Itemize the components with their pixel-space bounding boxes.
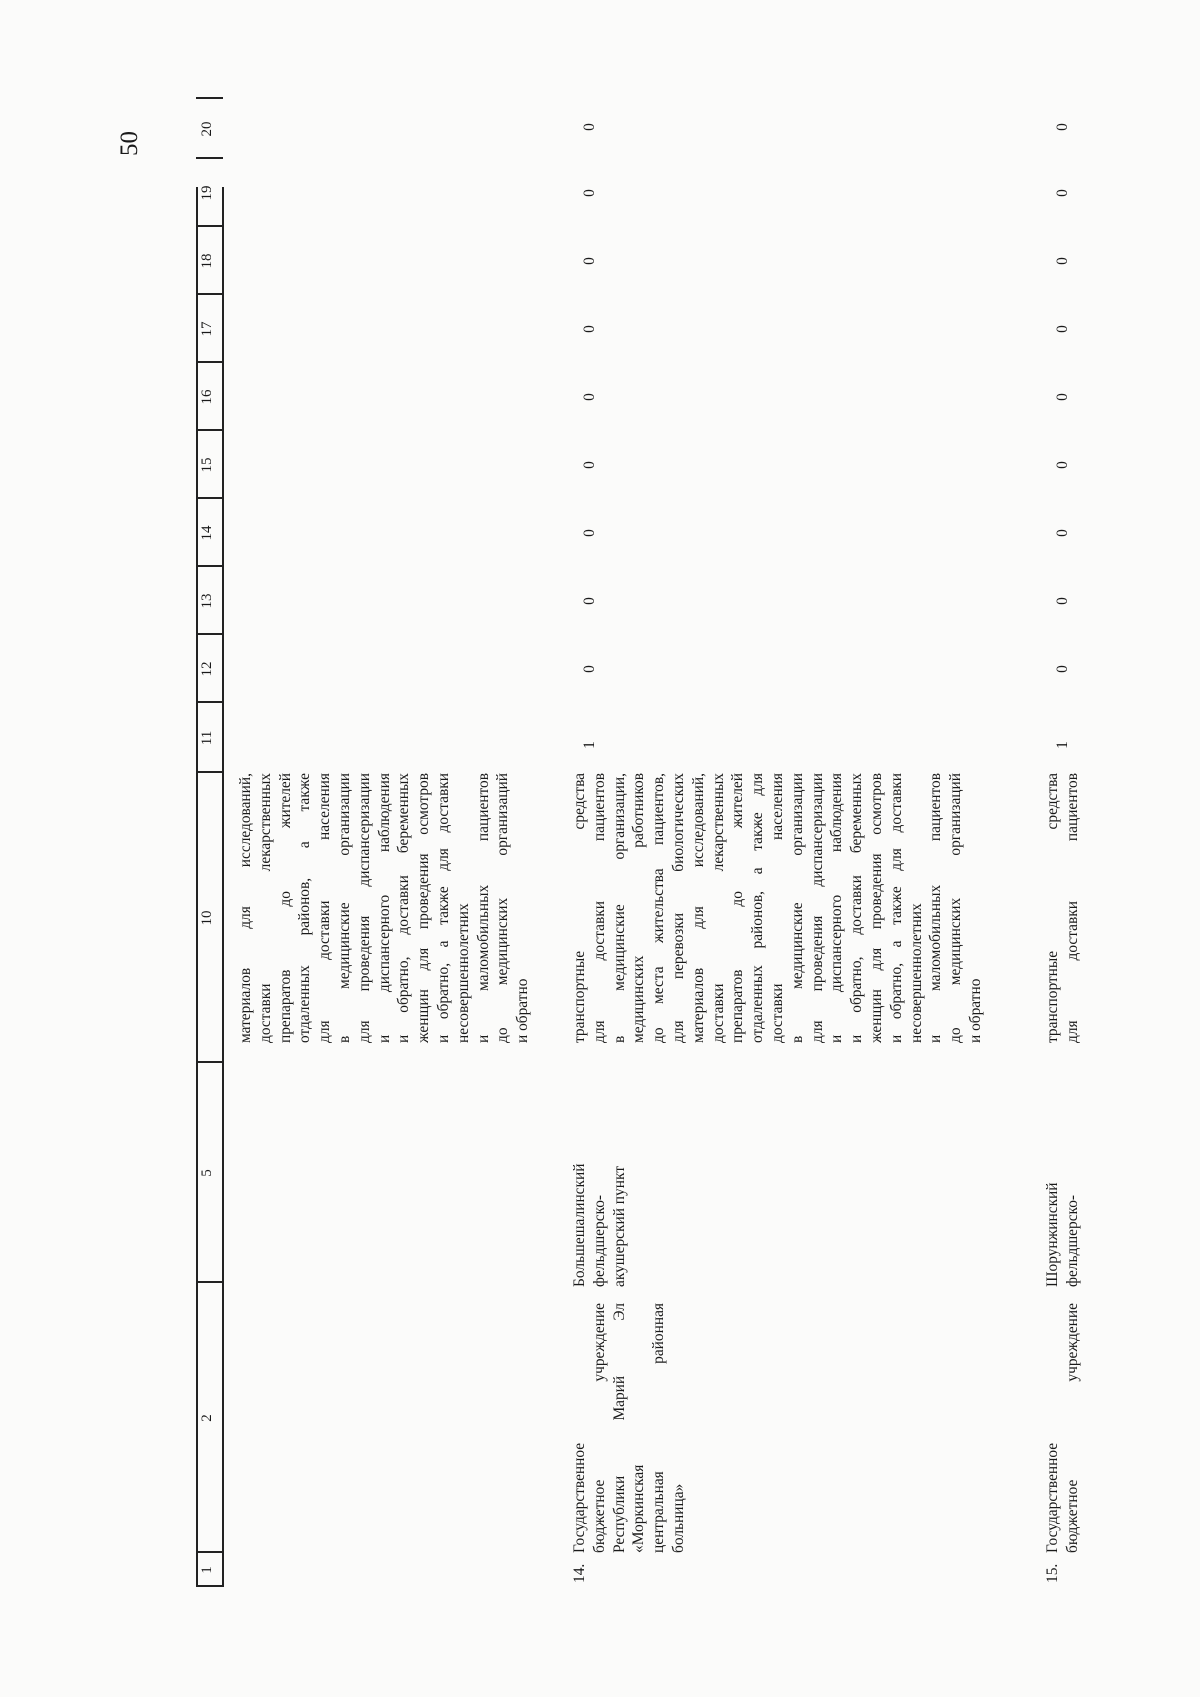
value-cell: 0 (1054, 123, 1071, 131)
value-cell: 0 (1054, 529, 1071, 537)
institution-name: Государственное бюджетное учреждение (1044, 1303, 1081, 1553)
column-number: 2 (199, 1414, 215, 1422)
institution-name: Государственное бюджетное учреждение Республики Марий Эл «Моркинская центральная районная больница» (571, 1303, 687, 1553)
column-number: 14 (199, 525, 215, 541)
value-cell: 0 (581, 529, 598, 537)
column-number: 20 (199, 121, 215, 137)
value-cell: 0 (581, 665, 598, 673)
value-cell: 0 (1054, 393, 1071, 401)
column-number: 1 (199, 1566, 215, 1574)
column-number: 12 (199, 661, 215, 677)
value-cell: 0 (581, 189, 598, 197)
value-cell: 1 (1054, 741, 1071, 749)
value-cell: 0 (581, 461, 598, 469)
value-cell: 1 (581, 741, 598, 749)
value-cell: 0 (1054, 461, 1071, 469)
header-top-rule (196, 187, 198, 1587)
column-number: 13 (199, 593, 215, 609)
purpose-description: транспортные средства для доставки пациентов (1044, 773, 1081, 1043)
value-cell: 0 (581, 257, 598, 265)
column-number: 18 (199, 253, 215, 269)
value-cell: 0 (581, 597, 598, 605)
value-cell: 0 (1054, 189, 1071, 197)
value-cell: 0 (581, 393, 598, 401)
value-cell: 0 (1054, 665, 1071, 673)
unit-name: Большешалинский фельдшерско- акушерский пункт (571, 1163, 628, 1287)
unit-name: Шорунжинский фельдшерско- (1044, 1182, 1081, 1287)
row-number: 15. (1044, 1563, 1061, 1583)
value-cell: 0 (581, 123, 598, 131)
purpose-description: транспортные средства для доставки пациентов в медицинские организации, медицинских работников до места жительства пациентов, для перевозки биологических материалов для исследований, доставки лекарственных препаратов до жителей отдаленных районов, а также для доставки населения в медицинские организации для проведения диспансеризации и диспансерного наблюдения и обратно, доставки беременных женщин для проведения осмотров и обратно, а также для доставки несовершеннолетних и маломобильных пациентов до медицинских организаций и обратно (571, 773, 984, 1043)
page-number: 50 (116, 131, 143, 156)
value-cell: 0 (1054, 325, 1071, 333)
value-cell: 0 (1054, 257, 1071, 265)
column-number: 19 (199, 185, 215, 201)
column-number: 11 (199, 730, 215, 746)
value-cell: 0 (581, 325, 598, 333)
value-cell: 0 (1054, 597, 1071, 605)
column-number: 16 (199, 389, 215, 405)
header-bottom-rule (222, 187, 224, 1587)
row-number: 14. (571, 1563, 588, 1583)
column-number: 5 (199, 1169, 215, 1177)
column-number: 15 (199, 457, 215, 473)
column-number: 10 (199, 910, 215, 926)
continuation-description: материалов для исследований, доставки лекарственных препаратов до жителей отдаленных районов, а также для доставки населения в медицинские организации для проведения диспансеризации и диспансерного наблюдения и обратно, доставки беременных женщин для проведения осмотров и обратно, а также для доставки несовершеннолетних и маломобильных пациентов до медицинских организаций и обратно (237, 773, 532, 1043)
column-number: 17 (199, 321, 215, 337)
